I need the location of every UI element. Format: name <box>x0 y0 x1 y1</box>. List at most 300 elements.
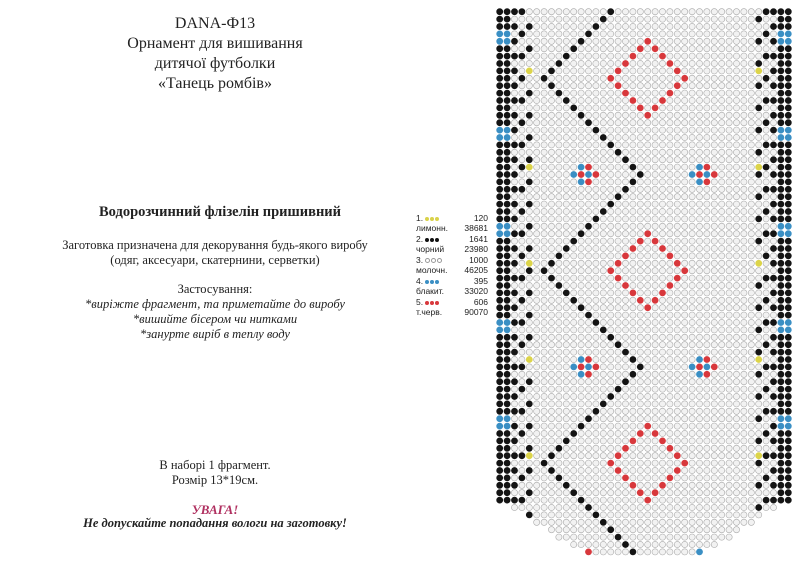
bead <box>563 260 569 266</box>
bead <box>778 105 784 111</box>
bead <box>674 401 680 407</box>
bead <box>711 127 717 133</box>
bead <box>585 334 591 340</box>
bead <box>637 260 643 266</box>
bead <box>563 127 569 133</box>
bead <box>578 127 584 133</box>
bead <box>534 216 540 222</box>
bead <box>563 527 569 533</box>
bead <box>756 268 762 274</box>
bead <box>652 349 658 355</box>
bead <box>726 482 732 488</box>
bead <box>511 401 517 407</box>
bead <box>593 549 599 555</box>
bead <box>645 142 651 148</box>
bead <box>548 238 554 244</box>
bead <box>645 534 651 540</box>
bead <box>696 379 702 385</box>
bead <box>608 157 614 163</box>
bead <box>615 75 621 81</box>
bead <box>585 97 591 103</box>
bead <box>726 371 732 377</box>
bead <box>622 83 628 89</box>
bead <box>696 112 702 118</box>
bead <box>785 467 791 473</box>
bead <box>519 312 525 318</box>
bead <box>497 356 503 362</box>
bead <box>719 97 725 103</box>
bead <box>748 445 754 451</box>
bead <box>615 416 621 422</box>
bead <box>571 379 577 385</box>
bead <box>763 105 769 111</box>
bead <box>615 423 621 429</box>
bead <box>733 416 739 422</box>
title-block <box>50 14 380 94</box>
bead <box>511 53 517 59</box>
bead <box>593 504 599 510</box>
bead <box>600 105 606 111</box>
bead <box>704 416 710 422</box>
bead <box>667 46 673 52</box>
bead <box>733 527 739 533</box>
bead <box>504 327 510 333</box>
bead <box>726 134 732 140</box>
bead <box>652 134 658 140</box>
bead <box>726 467 732 473</box>
bead <box>689 401 695 407</box>
bead <box>497 386 503 392</box>
bead <box>519 334 525 340</box>
bead <box>711 297 717 303</box>
bead <box>711 497 717 503</box>
bead <box>682 208 688 214</box>
bead <box>504 297 510 303</box>
bead <box>711 201 717 207</box>
bead <box>770 201 776 207</box>
bead <box>526 127 532 133</box>
bead <box>704 245 710 251</box>
bead <box>719 305 725 311</box>
bead <box>667 164 673 170</box>
bead <box>541 46 547 52</box>
bead <box>704 453 710 459</box>
bead <box>585 112 591 118</box>
bead <box>563 268 569 274</box>
bead <box>534 253 540 259</box>
bead <box>519 497 525 503</box>
bead <box>578 60 584 66</box>
bead <box>674 231 680 237</box>
bead <box>682 460 688 466</box>
bead <box>511 371 517 377</box>
bead <box>615 453 621 459</box>
bead <box>711 386 717 392</box>
bead <box>770 194 776 200</box>
bead <box>645 46 651 52</box>
bead <box>645 186 651 192</box>
bead <box>659 208 665 214</box>
bead <box>711 342 717 348</box>
bead <box>659 327 665 333</box>
bead <box>556 327 562 333</box>
bead <box>733 490 739 496</box>
bead <box>526 223 532 229</box>
bead <box>504 120 510 126</box>
bead <box>556 53 562 59</box>
bead <box>497 53 503 59</box>
legend-code: 90070 <box>464 306 488 317</box>
bead <box>548 105 554 111</box>
bead <box>563 231 569 237</box>
bead <box>622 253 628 259</box>
bead <box>600 386 606 392</box>
bead <box>689 83 695 89</box>
bead <box>541 16 547 22</box>
bead <box>578 112 584 118</box>
bead <box>504 164 510 170</box>
bead <box>763 53 769 59</box>
bead <box>726 319 732 325</box>
bead <box>645 453 651 459</box>
bead <box>652 423 658 429</box>
bead <box>608 268 614 274</box>
bead <box>704 460 710 466</box>
bead <box>645 290 651 296</box>
bead <box>719 327 725 333</box>
bead <box>726 430 732 436</box>
bead <box>770 216 776 222</box>
bead <box>571 171 577 177</box>
legend-name: чорний <box>416 243 445 254</box>
bead <box>763 9 769 15</box>
bead <box>504 201 510 207</box>
bead <box>608 386 614 392</box>
bead <box>563 475 569 481</box>
bead <box>548 179 554 185</box>
bead <box>571 364 577 370</box>
bead <box>748 319 754 325</box>
bead <box>578 223 584 229</box>
bead <box>519 445 525 451</box>
bead <box>593 401 599 407</box>
bead <box>682 46 688 52</box>
bead <box>511 312 517 318</box>
bead <box>719 512 725 518</box>
description <box>20 238 410 268</box>
bead <box>652 342 658 348</box>
bead <box>756 97 762 103</box>
bead <box>563 534 569 540</box>
bead <box>608 253 614 259</box>
bead <box>504 105 510 111</box>
bead <box>726 275 732 281</box>
bead <box>593 519 599 525</box>
bead <box>600 490 606 496</box>
bead <box>645 90 651 96</box>
bead <box>563 364 569 370</box>
bead <box>519 16 525 22</box>
bead <box>608 97 614 103</box>
bead <box>689 223 695 229</box>
bead <box>704 134 710 140</box>
bead <box>659 260 665 266</box>
bead <box>497 460 503 466</box>
bead <box>630 260 636 266</box>
bead <box>704 312 710 318</box>
bead <box>630 238 636 244</box>
bead <box>741 490 747 496</box>
bead <box>696 290 702 296</box>
bead <box>645 512 651 518</box>
bead <box>659 245 665 251</box>
bead <box>600 319 606 325</box>
bead <box>585 423 591 429</box>
bead <box>578 16 584 22</box>
bead <box>667 90 673 96</box>
bead <box>785 46 791 52</box>
bead <box>741 416 747 422</box>
bead <box>748 386 754 392</box>
bead <box>519 186 525 192</box>
bead <box>497 453 503 459</box>
bead <box>704 112 710 118</box>
bead <box>785 238 791 244</box>
bead <box>682 475 688 481</box>
bead <box>504 379 510 385</box>
bead <box>593 393 599 399</box>
bead <box>593 157 599 163</box>
bead <box>770 386 776 392</box>
bead <box>563 157 569 163</box>
bead <box>519 134 525 140</box>
bead <box>645 282 651 288</box>
bead <box>741 75 747 81</box>
bead <box>748 438 754 444</box>
bead <box>556 386 562 392</box>
bead <box>608 401 614 407</box>
bead <box>541 68 547 74</box>
bead <box>585 549 591 555</box>
bead <box>770 275 776 281</box>
bead <box>659 475 665 481</box>
bead <box>504 157 510 163</box>
bead <box>556 149 562 155</box>
bead <box>763 349 769 355</box>
bead <box>741 245 747 251</box>
bead <box>541 334 547 340</box>
bead <box>548 305 554 311</box>
bead <box>497 423 503 429</box>
bead <box>519 319 525 325</box>
bead <box>667 275 673 281</box>
bead <box>511 364 517 370</box>
bead <box>682 467 688 473</box>
bead <box>659 364 665 370</box>
bead <box>689 356 695 362</box>
bead <box>615 342 621 348</box>
bead <box>719 386 725 392</box>
bead <box>785 305 791 311</box>
usage-section <box>30 282 400 342</box>
bead <box>696 83 702 89</box>
bead <box>511 453 517 459</box>
bead <box>719 149 725 155</box>
bead <box>534 75 540 81</box>
bead <box>630 245 636 251</box>
bead <box>696 38 702 44</box>
bead <box>711 356 717 362</box>
bead <box>541 386 547 392</box>
bead <box>763 46 769 52</box>
bead <box>748 475 754 481</box>
bead <box>519 349 525 355</box>
bead <box>608 38 614 44</box>
bead <box>534 164 540 170</box>
bead <box>548 23 554 29</box>
legend-name: лимонн. <box>416 222 449 233</box>
bead <box>534 38 540 44</box>
bead <box>763 482 769 488</box>
bead <box>585 164 591 170</box>
bead <box>600 186 606 192</box>
bead <box>741 438 747 444</box>
bead <box>770 164 776 170</box>
bead <box>711 475 717 481</box>
bead <box>548 319 554 325</box>
bead <box>556 268 562 274</box>
bead <box>770 179 776 185</box>
bead <box>719 482 725 488</box>
bead <box>719 534 725 540</box>
bead <box>541 401 547 407</box>
bead <box>548 201 554 207</box>
bead <box>585 349 591 355</box>
bead <box>726 312 732 318</box>
legend-num: 4. <box>416 276 424 286</box>
bead <box>622 490 628 496</box>
bead <box>519 453 525 459</box>
bead <box>593 97 599 103</box>
bead <box>748 231 754 237</box>
bead <box>785 379 791 385</box>
bead <box>578 194 584 200</box>
bead <box>778 319 784 325</box>
bead <box>659 401 665 407</box>
bead <box>689 23 695 29</box>
bead <box>652 371 658 377</box>
bead <box>534 142 540 148</box>
bead <box>756 238 762 244</box>
bead <box>571 430 577 436</box>
bead <box>733 268 739 274</box>
bead <box>541 223 547 229</box>
bead <box>526 194 532 200</box>
bead <box>741 445 747 451</box>
bead <box>548 38 554 44</box>
bead <box>689 430 695 436</box>
bead <box>726 83 732 89</box>
bead <box>645 157 651 163</box>
bead <box>741 305 747 311</box>
bead <box>593 268 599 274</box>
bead <box>696 260 702 266</box>
bead <box>637 549 643 555</box>
bead <box>548 157 554 163</box>
bead <box>770 186 776 192</box>
bead <box>756 9 762 15</box>
bead <box>622 171 628 177</box>
bead <box>511 290 517 296</box>
bead <box>630 401 636 407</box>
bead <box>622 497 628 503</box>
bead <box>696 327 702 333</box>
bead <box>659 312 665 318</box>
bead <box>519 60 525 66</box>
bead <box>778 445 784 451</box>
bead <box>615 297 621 303</box>
bead <box>748 238 754 244</box>
bead <box>778 371 784 377</box>
legend-num: 3. <box>416 255 424 265</box>
bead <box>696 31 702 37</box>
bead <box>585 282 591 288</box>
bead <box>748 297 754 303</box>
bead <box>667 231 673 237</box>
bead <box>630 460 636 466</box>
bead <box>593 68 599 74</box>
bead <box>504 349 510 355</box>
bead <box>534 97 540 103</box>
bead <box>637 120 643 126</box>
bead <box>719 23 725 29</box>
bead <box>682 149 688 155</box>
bead <box>600 90 606 96</box>
bead <box>763 23 769 29</box>
bead <box>504 46 510 52</box>
bead <box>519 342 525 348</box>
bead <box>733 438 739 444</box>
bead <box>770 9 776 15</box>
bead <box>578 231 584 237</box>
bead <box>667 97 673 103</box>
bead <box>704 157 710 163</box>
bead <box>667 393 673 399</box>
bead <box>778 223 784 229</box>
bead <box>534 349 540 355</box>
bead <box>497 445 503 451</box>
bead <box>519 75 525 81</box>
bead <box>763 386 769 392</box>
bead <box>667 297 673 303</box>
bead <box>785 371 791 377</box>
bead <box>600 334 606 340</box>
bead <box>726 23 732 29</box>
bead <box>696 223 702 229</box>
bead <box>548 149 554 155</box>
bead <box>674 416 680 422</box>
bead <box>719 90 725 96</box>
bead <box>585 467 591 473</box>
bead <box>711 105 717 111</box>
bead <box>748 134 754 140</box>
bead <box>682 134 688 140</box>
bead <box>682 527 688 533</box>
bead <box>526 253 532 259</box>
bead <box>637 83 643 89</box>
bead <box>733 83 739 89</box>
bead <box>630 297 636 303</box>
